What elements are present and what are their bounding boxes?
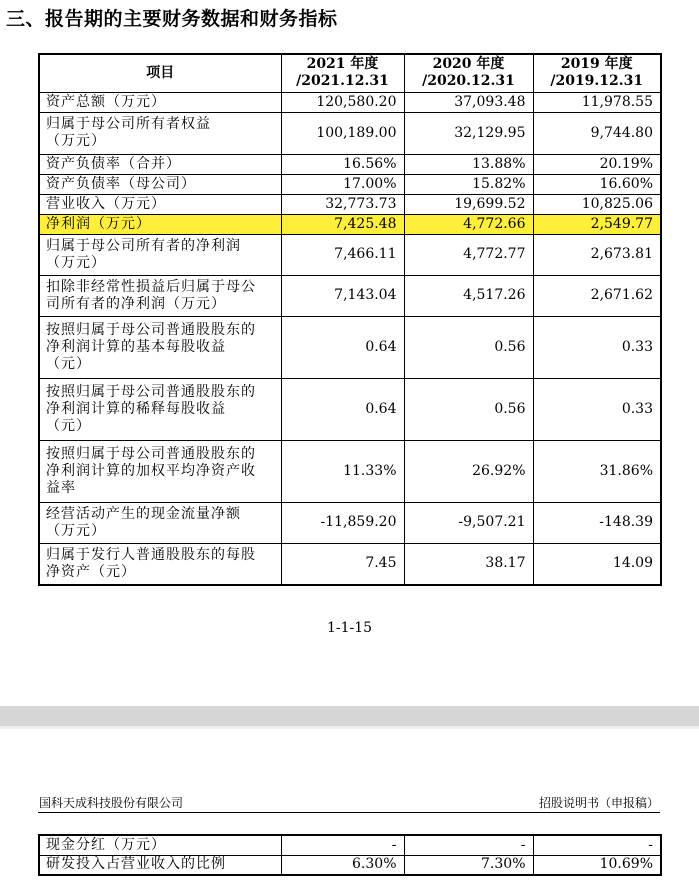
row-label (39, 194, 281, 214)
row-label-line: 研发投入占营业收入的比例 (46, 856, 226, 873)
cell-value: -11,859.20 (281, 502, 404, 543)
cell-value: 7,425.48 (281, 214, 404, 234)
table-row (39, 214, 661, 234)
cell-value: 0.56 (404, 316, 533, 378)
table-row (39, 194, 661, 214)
row-label (39, 316, 281, 378)
cell-value: 6.30% (281, 855, 404, 875)
row-label-line: 益率 (46, 479, 76, 496)
row-label (39, 154, 281, 174)
cell-value: 31.86% (533, 440, 661, 502)
section-title: 三、报告期的主要财务数据和财务指标 (6, 8, 338, 30)
cell-value: - (404, 835, 533, 855)
table-row (39, 316, 661, 378)
row-label-line: 经营活动产生的现金流量净额 (46, 505, 241, 522)
cell-value: 120,580.20 (281, 92, 404, 112)
row-label (39, 440, 281, 502)
table-row (39, 174, 661, 194)
cell-value: 26.92% (404, 440, 533, 502)
table-row (39, 835, 661, 855)
cell-value: 4,772.77 (404, 234, 533, 275)
cell-value: - (281, 835, 404, 855)
header-2021: 2021 年度 /2021.12.31 (281, 54, 404, 92)
cell-value: 38.17 (404, 543, 533, 585)
cell-value: 0.64 (281, 378, 404, 440)
row-label-line: 现金分红（万元） (46, 836, 166, 853)
cell-value: 19,699.52 (404, 194, 533, 214)
table-row (39, 234, 661, 275)
cell-value: 11.33% (281, 440, 404, 502)
row-label-line: 归属于母公司所有者的净利润 (46, 237, 241, 254)
cell-value: 2,671.62 (533, 275, 661, 316)
cell-value: 2,673.81 (533, 234, 661, 275)
cell-value: 4,772.66 (404, 214, 533, 234)
table-header-row (39, 54, 661, 92)
row-label-line: 按照归属于母公司普通股股东的 (46, 445, 256, 462)
row-label (39, 275, 281, 316)
row-label-line: 净利润（万元） (46, 215, 151, 232)
row-label (39, 502, 281, 543)
row-label-line: 净资产（元） (46, 563, 136, 580)
cell-value: 0.33 (533, 378, 661, 440)
row-label (39, 174, 281, 194)
cell-value: 0.64 (281, 316, 404, 378)
row-label-line: 营业收入（万元） (46, 195, 166, 212)
cell-value: 14.09 (533, 543, 661, 585)
row-label (39, 112, 281, 154)
header-2020: 2020 年度 /2020.12.31 (404, 54, 533, 92)
row-label-line: （万元） (46, 133, 106, 149)
cell-value: 13.88% (404, 154, 533, 174)
row-label (39, 214, 281, 234)
row-label-line: 归属于母公司所有者权益 (46, 116, 211, 132)
row-label (39, 835, 281, 855)
cell-value: 2,549.77 (533, 214, 661, 234)
table-row (39, 502, 661, 543)
header-item: 项目 (39, 54, 281, 92)
row-label-line: 净利润计算的基本每股收益 (46, 338, 226, 355)
row-label-line: （元） (46, 355, 91, 372)
cell-value: -9,507.21 (404, 502, 533, 543)
financial-table (38, 53, 662, 586)
table-row (39, 112, 661, 154)
cell-value: 37,093.48 (404, 92, 533, 112)
cell-value: 20.19% (533, 154, 661, 174)
cell-value: 32,773.73 (281, 194, 404, 214)
table-row (39, 378, 661, 440)
row-label-line: 资产负债率（母公司） (46, 175, 196, 192)
cell-value: 16.60% (533, 174, 661, 194)
header-rule (38, 812, 660, 813)
table-row (39, 275, 661, 316)
cell-value: 7,466.11 (281, 234, 404, 275)
document-type: 招股说明书（申报稿） (538, 796, 659, 810)
row-label (39, 92, 281, 112)
cell-value: 7.30% (404, 855, 533, 875)
cell-value: 10,825.06 (533, 194, 661, 214)
cell-value: 7.45 (281, 543, 404, 585)
table-row (39, 440, 661, 502)
cell-value: 10.69% (533, 855, 661, 875)
table-row (39, 92, 661, 112)
row-label-line: 净利润计算的加权平均净资产收 (46, 462, 256, 479)
cell-value: 4,517.26 (404, 275, 533, 316)
cell-value: 15.82% (404, 174, 533, 194)
row-label (39, 543, 281, 585)
row-label-line: 净利润计算的稀释每股收益 (46, 400, 226, 417)
cell-value: 16.56% (281, 154, 404, 174)
row-label-line: 扣除非经常性损益后归属于母公 (46, 278, 256, 295)
cell-value: 17.00% (281, 174, 404, 194)
page-separator-shadow (0, 726, 699, 729)
table-row (39, 154, 661, 174)
cell-value: 11,978.55 (533, 92, 661, 112)
header-2019: 2019 年度 /2019.12.31 (533, 54, 661, 92)
row-label (39, 855, 281, 875)
row-label (39, 234, 281, 275)
cell-value: 0.56 (404, 378, 533, 440)
row-label-line: （万元） (46, 522, 106, 539)
cell-value: 7,143.04 (281, 275, 404, 316)
cell-value: 100,189.00 (281, 112, 404, 154)
row-label-line: 资产负债率（合并） (46, 155, 181, 172)
row-label-line: （元） (46, 417, 91, 434)
row-label-line: 归属于发行人普通股股东的每股 (46, 546, 256, 563)
cell-value: - (533, 835, 661, 855)
row-label-line: （万元） (46, 254, 106, 271)
table-row (39, 855, 661, 875)
cell-value: 32,129.95 (404, 112, 533, 154)
row-label-line: 按照归属于母公司普通股股东的 (46, 383, 256, 400)
page-separator (0, 706, 699, 726)
page-number: 1-1-15 (326, 620, 373, 636)
financial-table-continued (38, 834, 662, 876)
table-row (39, 543, 661, 585)
company-name: 国科天成科技股份有限公司 (39, 796, 184, 810)
row-label-line: 按照归属于母公司普通股股东的 (46, 321, 256, 338)
row-label-line: 资产总额（万元） (46, 93, 166, 110)
cell-value: -148.39 (533, 502, 661, 543)
row-label (39, 378, 281, 440)
cell-value: 0.33 (533, 316, 661, 378)
cell-value: 9,744.80 (533, 112, 661, 154)
row-label-line: 司所有者的净利润（万元） (46, 295, 226, 312)
